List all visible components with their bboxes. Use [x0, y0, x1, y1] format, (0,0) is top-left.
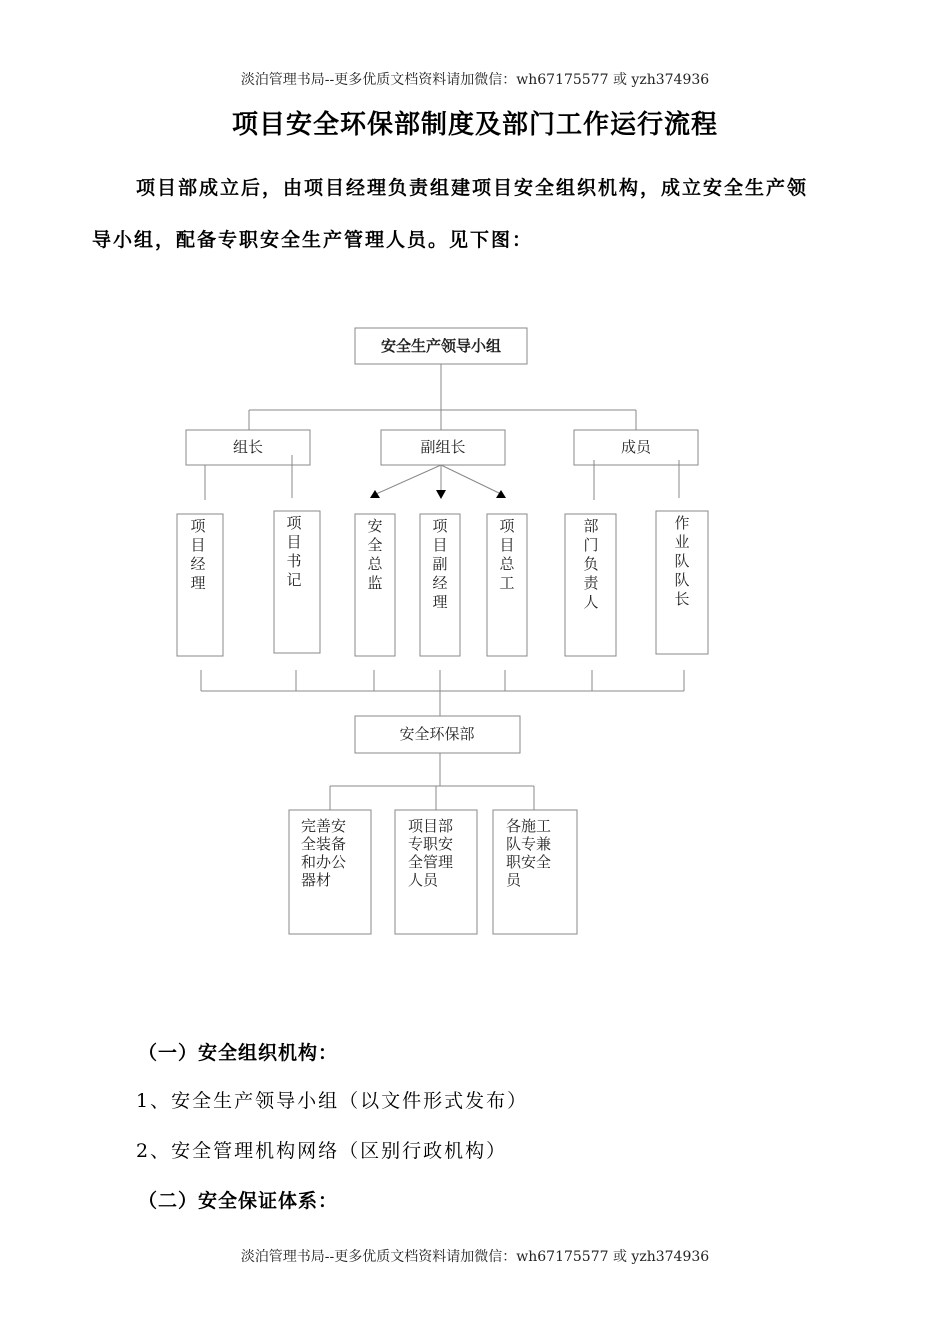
arrow-icon	[370, 490, 380, 498]
role-label: 项目总工	[499, 517, 515, 592]
role-label: 项目副经理	[432, 517, 448, 611]
arrow-icon	[496, 490, 506, 498]
section-1-item-2: 2、安全管理机构网络（区别行政机构）	[136, 1140, 508, 1162]
section-2-title: （二）安全保证体系：	[138, 1190, 339, 1212]
role-label: 项目书记	[286, 514, 302, 589]
sub-unit-label: 各施工队专兼职安全员	[506, 817, 552, 889]
page-title: 项目安全环保部制度及部门工作运行流程	[231, 110, 718, 140]
arrow-down-icon	[436, 490, 446, 499]
page-header: 淡泊管理书局--更多优质文档资料请加微信：wh67175577 或 yzh374936	[240, 72, 710, 88]
sub-unit-label: 项目部专职安全管理人员	[408, 817, 454, 889]
intro-line-1: 项目部成立后，由项目经理负责组建项目安全组织机构，成立安全生产领	[136, 177, 809, 199]
section-1-title: （一）安全组织机构：	[138, 1042, 339, 1064]
group-label-members: 成员	[620, 438, 652, 456]
role-label: 项目经理	[190, 517, 206, 592]
section-1-item-1: 1、安全生产领导小组（以文件形式发布）	[136, 1090, 529, 1112]
group-label-leader: 组长	[232, 438, 264, 456]
role-label: 安全总监	[367, 517, 383, 592]
department-label: 安全环保部	[399, 725, 475, 743]
page-footer: 淡泊管理书局--更多优质文档资料请加微信：wh67175577 或 yzh374936	[240, 1249, 710, 1265]
group-label-deputy: 副组长	[420, 438, 466, 456]
org-top-label: 安全生产领导小组	[380, 337, 502, 355]
role-label: 作业队队长	[674, 514, 690, 608]
sub-unit-label: 完善安全装备和办公器材	[301, 817, 347, 889]
intro-line-2: 导小组，配备专职安全生产管理人员。见下图：	[92, 229, 534, 251]
role-label: 部门负责人	[583, 517, 599, 611]
